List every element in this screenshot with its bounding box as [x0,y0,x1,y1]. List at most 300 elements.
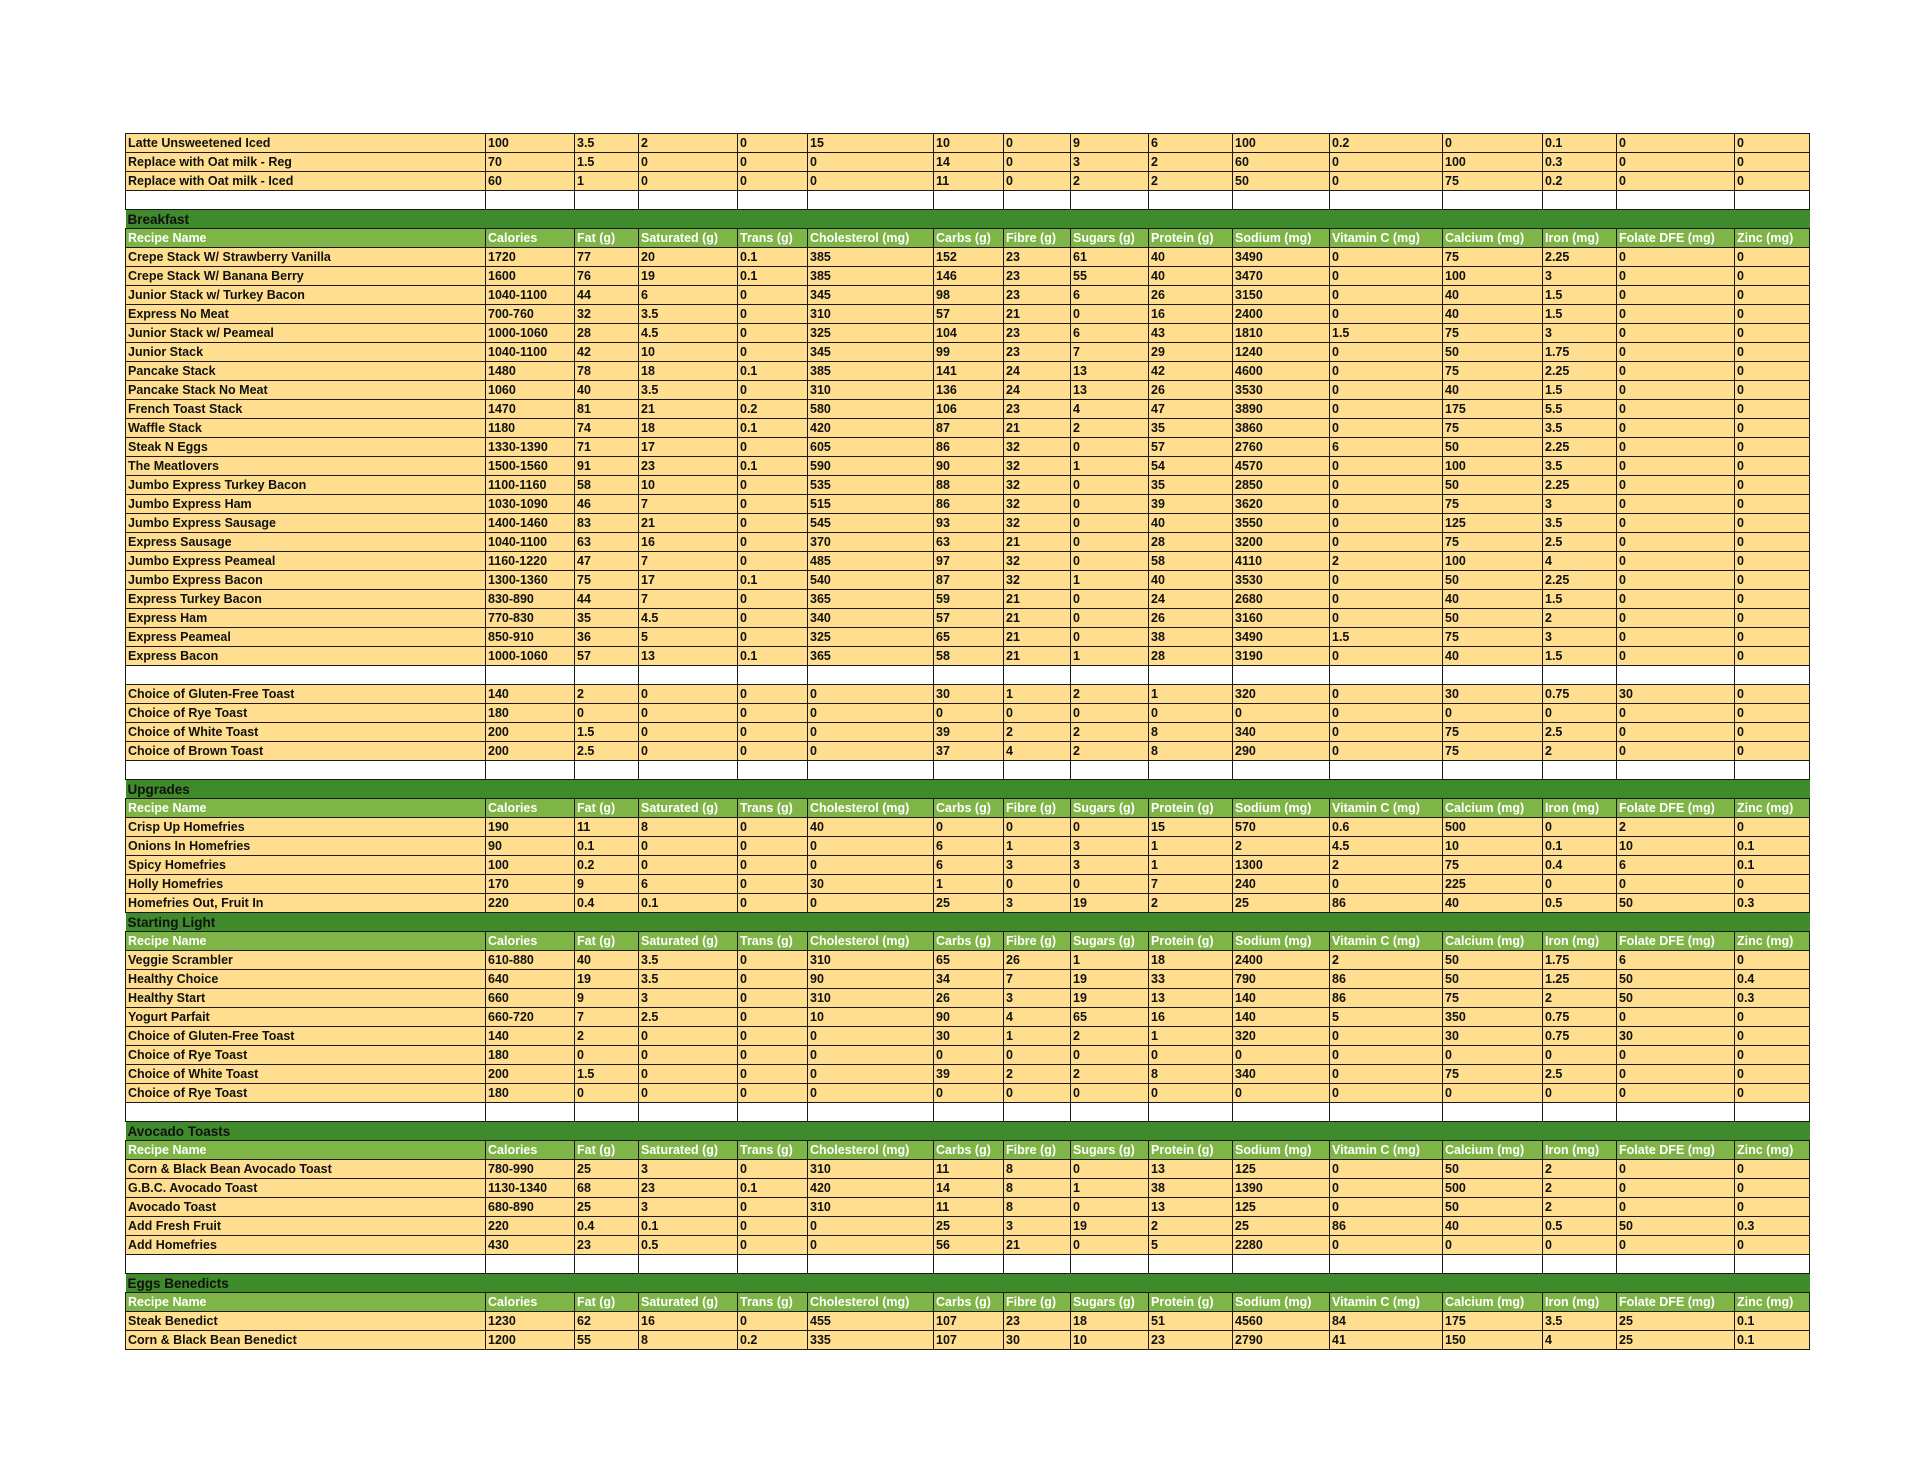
table-cell[interactable]: 2 [1071,419,1149,438]
table-cell[interactable]: 75 [1443,989,1543,1008]
table-cell[interactable]: 42 [1149,362,1233,381]
recipe-name-cell[interactable]: Choice of White Toast [126,1065,486,1084]
table-cell[interactable] [934,666,1004,685]
table-cell[interactable]: 0 [1617,875,1735,894]
table-cell[interactable]: 0 [738,590,808,609]
recipe-name-cell[interactable]: Corn & Black Bean Benedict [126,1331,486,1350]
table-cell[interactable]: 0 [639,742,738,761]
table-cell[interactable]: 0 [639,1027,738,1046]
table-cell[interactable]: 5 [1330,1008,1443,1027]
table-cell[interactable]: 141 [934,362,1004,381]
table-cell[interactable]: 81 [575,400,639,419]
table-cell[interactable] [1617,666,1735,685]
table-cell[interactable] [1735,1103,1810,1122]
table-cell[interactable] [808,191,934,210]
recipe-name-cell[interactable]: Express Turkey Bacon [126,590,486,609]
table-cell[interactable]: 26 [1004,951,1071,970]
table-cell[interactable]: 6 [639,875,738,894]
table-cell[interactable] [486,666,575,685]
table-cell[interactable]: 1.5 [1543,286,1617,305]
table-cell[interactable]: 0.6 [1330,818,1443,837]
table-cell[interactable]: 200 [486,742,575,761]
table-cell[interactable]: 0 [1004,153,1071,172]
table-cell[interactable]: 50 [1443,571,1543,590]
table-cell[interactable]: 3530 [1233,381,1330,400]
table-cell[interactable]: 75 [1443,628,1543,647]
table-cell[interactable]: 660 [486,989,575,1008]
table-cell[interactable]: 0 [639,172,738,191]
table-cell[interactable]: 1130-1340 [486,1179,575,1198]
recipe-name-cell[interactable]: Choice of Rye Toast [126,1084,486,1103]
table-cell[interactable] [1149,761,1233,780]
table-cell[interactable]: 14 [934,153,1004,172]
table-cell[interactable]: 25 [934,894,1004,913]
table-cell[interactable]: 350 [1443,1008,1543,1027]
table-cell[interactable]: 2790 [1233,1331,1330,1350]
table-cell[interactable]: 25 [1617,1312,1735,1331]
table-cell[interactable]: 0 [738,989,808,1008]
table-cell[interactable]: 0.1 [639,1217,738,1236]
table-cell[interactable]: 100 [1443,457,1543,476]
table-cell[interactable]: 42 [575,343,639,362]
table-cell[interactable]: 13 [1149,1160,1233,1179]
table-cell[interactable]: 37 [934,742,1004,761]
table-cell[interactable] [575,761,639,780]
recipe-name-cell[interactable]: Choice of Rye Toast [126,704,486,723]
table-cell[interactable]: 23 [1004,267,1071,286]
table-cell[interactable]: 190 [486,818,575,837]
table-cell[interactable]: 1 [1149,856,1233,875]
column-header[interactable]: Fat (g) [575,229,639,248]
table-cell[interactable]: 2 [1071,1065,1149,1084]
table-cell[interactable]: 770-830 [486,609,575,628]
table-cell[interactable]: 0 [738,723,808,742]
table-cell[interactable]: 2 [1330,856,1443,875]
table-cell[interactable]: 1.5 [1543,647,1617,666]
table-cell[interactable]: 125 [1443,514,1543,533]
table-cell[interactable]: 0 [1443,1236,1543,1255]
table-cell[interactable]: 107 [934,1331,1004,1350]
table-cell[interactable]: 0 [1330,514,1443,533]
column-header[interactable]: Cholesterol (mg) [808,229,934,248]
table-cell[interactable]: 87 [934,419,1004,438]
table-cell[interactable]: 3 [1543,628,1617,647]
table-cell[interactable]: 32 [1004,514,1071,533]
table-cell[interactable]: 0 [1735,400,1810,419]
column-header[interactable]: Fat (g) [575,932,639,951]
table-cell[interactable]: 140 [1233,1008,1330,1027]
table-cell[interactable]: 0 [1543,1084,1617,1103]
table-cell[interactable]: 33 [1149,970,1233,989]
column-header[interactable]: Sodium (mg) [1233,799,1330,818]
table-cell[interactable]: 7 [1004,970,1071,989]
column-header[interactable]: Sugars (g) [1071,1141,1149,1160]
table-cell[interactable]: 0 [1071,552,1149,571]
table-cell[interactable]: 75 [1443,723,1543,742]
section-title[interactable]: Upgrades [126,780,1810,799]
table-cell[interactable]: 17 [639,438,738,457]
table-cell[interactable]: 0 [738,1046,808,1065]
table-cell[interactable] [1330,191,1443,210]
table-cell[interactable]: 11 [575,818,639,837]
table-cell[interactable]: 0.1 [738,248,808,267]
table-cell[interactable]: 1 [1071,951,1149,970]
table-cell[interactable]: 90 [808,970,934,989]
table-cell[interactable]: 0 [1735,1027,1810,1046]
table-cell[interactable]: 16 [639,1312,738,1331]
table-cell[interactable]: 6 [934,837,1004,856]
table-cell[interactable]: 0 [1330,343,1443,362]
table-cell[interactable]: 1030-1090 [486,495,575,514]
table-cell[interactable] [1004,1103,1071,1122]
table-cell[interactable]: 0 [738,609,808,628]
table-cell[interactable]: 0 [738,1312,808,1331]
table-cell[interactable]: 0 [934,818,1004,837]
column-header[interactable]: Vitamin C (mg) [1330,932,1443,951]
table-cell[interactable]: 590 [808,457,934,476]
table-cell[interactable]: 180 [486,1046,575,1065]
table-cell[interactable]: 7 [575,1008,639,1027]
table-cell[interactable]: 0.75 [1543,1027,1617,1046]
table-cell[interactable]: 3200 [1233,533,1330,552]
table-cell[interactable]: 30 [934,1027,1004,1046]
table-cell[interactable]: 20 [639,248,738,267]
table-cell[interactable]: 25 [1233,1217,1330,1236]
table-cell[interactable]: 0 [1330,172,1443,191]
table-cell[interactable] [1443,761,1543,780]
table-cell[interactable]: 320 [1233,1027,1330,1046]
table-cell[interactable] [575,1103,639,1122]
table-cell[interactable]: 1 [1071,647,1149,666]
table-cell[interactable]: 0 [1735,419,1810,438]
table-cell[interactable]: 50 [1617,1217,1735,1236]
table-cell[interactable]: 0 [1617,324,1735,343]
table-cell[interactable]: 86 [934,495,1004,514]
table-cell[interactable]: 90 [934,457,1004,476]
recipe-name-cell[interactable]: Homefries Out, Fruit In [126,894,486,913]
table-cell[interactable]: 500 [1443,1179,1543,1198]
table-cell[interactable] [1233,666,1330,685]
table-cell[interactable]: 0 [1004,1046,1071,1065]
table-cell[interactable]: 0 [808,685,934,704]
column-header[interactable]: Saturated (g) [639,229,738,248]
table-cell[interactable]: 0 [934,704,1004,723]
table-cell[interactable]: 23 [1004,286,1071,305]
table-cell[interactable]: 0 [1443,704,1543,723]
table-cell[interactable]: 1300-1360 [486,571,575,590]
table-cell[interactable]: 0 [808,837,934,856]
column-header[interactable]: Vitamin C (mg) [1330,1141,1443,1160]
table-cell[interactable]: 50 [1443,609,1543,628]
table-cell[interactable] [1149,191,1233,210]
table-cell[interactable]: 0.75 [1543,1008,1617,1027]
table-cell[interactable]: 65 [934,951,1004,970]
table-cell[interactable]: 0 [738,685,808,704]
table-cell[interactable]: 0 [639,1065,738,1084]
table-cell[interactable]: 2 [1071,685,1149,704]
table-cell[interactable]: 1 [1149,837,1233,856]
table-cell[interactable]: 0 [1735,1084,1810,1103]
table-cell[interactable]: 23 [639,457,738,476]
table-cell[interactable]: 0 [738,1236,808,1255]
table-cell[interactable]: 1.5 [1543,305,1617,324]
table-cell[interactable]: 75 [1443,742,1543,761]
table-cell[interactable]: 51 [1149,1312,1233,1331]
table-cell[interactable]: 41 [1330,1331,1443,1350]
table-cell[interactable] [639,1255,738,1274]
table-cell[interactable] [639,191,738,210]
table-cell[interactable]: 0 [1071,1236,1149,1255]
table-cell[interactable]: 32 [1004,495,1071,514]
table-cell[interactable]: 3.5 [1543,1312,1617,1331]
column-header[interactable]: Iron (mg) [1543,229,1617,248]
table-cell[interactable] [126,666,486,685]
table-cell[interactable]: 46 [575,495,639,514]
column-header[interactable]: Fat (g) [575,1141,639,1160]
recipe-name-cell[interactable]: Latte Unsweetened Iced [126,134,486,153]
table-cell[interactable]: 38 [1149,1179,1233,1198]
table-cell[interactable]: 2 [1543,1198,1617,1217]
table-cell[interactable]: 0.4 [575,1217,639,1236]
table-cell[interactable]: 83 [575,514,639,533]
table-cell[interactable]: 515 [808,495,934,514]
column-header[interactable]: Sodium (mg) [1233,229,1330,248]
table-cell[interactable]: 8 [1004,1160,1071,1179]
table-cell[interactable]: 136 [934,381,1004,400]
table-cell[interactable]: 140 [1233,989,1330,1008]
table-cell[interactable]: 70 [486,153,575,172]
column-header[interactable]: Saturated (g) [639,932,738,951]
table-cell[interactable]: 0 [639,1084,738,1103]
recipe-name-cell[interactable]: Add Homefries [126,1236,486,1255]
table-cell[interactable] [126,1103,486,1122]
table-cell[interactable]: 1.25 [1543,970,1617,989]
table-cell[interactable]: 1400-1460 [486,514,575,533]
table-cell[interactable]: 2 [1071,723,1149,742]
table-cell[interactable]: 86 [1330,989,1443,1008]
table-cell[interactable]: 1000-1060 [486,647,575,666]
table-cell[interactable]: 0 [1071,875,1149,894]
table-cell[interactable]: 55 [575,1331,639,1350]
table-cell[interactable]: 850-910 [486,628,575,647]
table-cell[interactable]: 180 [486,704,575,723]
table-cell[interactable]: 0 [1617,381,1735,400]
recipe-name-cell[interactable]: Jumbo Express Peameal [126,552,486,571]
table-cell[interactable]: 3620 [1233,495,1330,514]
table-cell[interactable]: 0 [1735,457,1810,476]
table-cell[interactable]: 0 [575,1046,639,1065]
table-cell[interactable]: 0.1 [1543,134,1617,153]
table-cell[interactable]: 0 [1004,818,1071,837]
table-cell[interactable]: 0 [1735,1008,1810,1027]
table-cell[interactable]: 10 [808,1008,934,1027]
table-cell[interactable]: 24 [1004,362,1071,381]
column-header[interactable]: Calcium (mg) [1443,932,1543,951]
table-cell[interactable]: 0 [1617,723,1735,742]
table-cell[interactable]: 23 [1004,343,1071,362]
table-cell[interactable] [639,761,738,780]
table-cell[interactable]: 4 [1004,1008,1071,1027]
table-cell[interactable]: 1040-1100 [486,343,575,362]
table-cell[interactable]: 0 [639,1046,738,1065]
recipe-name-cell[interactable]: Express Sausage [126,533,486,552]
table-cell[interactable]: 26 [934,989,1004,1008]
table-cell[interactable]: 7 [639,590,738,609]
table-cell[interactable]: 540 [808,571,934,590]
table-cell[interactable]: 19 [1071,1217,1149,1236]
table-cell[interactable]: 19 [1071,894,1149,913]
table-cell[interactable]: 0 [1617,1008,1735,1027]
table-cell[interactable]: 40 [1443,647,1543,666]
table-cell[interactable]: 385 [808,267,934,286]
table-cell[interactable]: 32 [575,305,639,324]
table-cell[interactable]: 2400 [1233,305,1330,324]
table-cell[interactable]: 0.4 [575,894,639,913]
table-cell[interactable]: 32 [1004,476,1071,495]
table-cell[interactable]: 14 [934,1179,1004,1198]
table-cell[interactable]: 39 [1149,495,1233,514]
table-cell[interactable]: 0 [1617,571,1735,590]
table-cell[interactable]: 0 [1071,514,1149,533]
table-cell[interactable]: 0 [738,1217,808,1236]
table-cell[interactable]: 38 [1149,628,1233,647]
table-cell[interactable]: 40 [1149,248,1233,267]
table-cell[interactable] [738,1103,808,1122]
table-cell[interactable] [486,1255,575,1274]
table-cell[interactable]: 5 [1149,1236,1233,1255]
table-cell[interactable]: 150 [1443,1331,1543,1350]
recipe-name-cell[interactable]: Holly Homefries [126,875,486,894]
table-cell[interactable]: 4.5 [639,324,738,343]
table-cell[interactable]: 1240 [1233,343,1330,362]
table-cell[interactable]: 1480 [486,362,575,381]
table-cell[interactable]: 23 [1004,400,1071,419]
table-cell[interactable]: 16 [1149,305,1233,324]
recipe-name-cell[interactable]: Avocado Toast [126,1198,486,1217]
table-cell[interactable]: 0 [1071,1160,1149,1179]
table-cell[interactable] [808,1103,934,1122]
table-cell[interactable]: 7 [1149,875,1233,894]
table-cell[interactable]: 0 [1617,704,1735,723]
table-cell[interactable]: 2.25 [1543,571,1617,590]
table-cell[interactable]: 1.5 [575,723,639,742]
table-cell[interactable]: 3.5 [1543,419,1617,438]
table-cell[interactable] [808,666,934,685]
table-cell[interactable]: 2400 [1233,951,1330,970]
table-cell[interactable]: 125 [1233,1160,1330,1179]
column-header[interactable]: Trans (g) [738,229,808,248]
table-cell[interactable]: 1600 [486,267,575,286]
table-cell[interactable]: 5.5 [1543,400,1617,419]
table-cell[interactable] [1443,191,1543,210]
recipe-name-cell[interactable]: Choice of Brown Toast [126,742,486,761]
table-cell[interactable]: 0 [1617,742,1735,761]
table-cell[interactable]: 0 [1617,1198,1735,1217]
table-cell[interactable]: 16 [1149,1008,1233,1027]
table-cell[interactable]: 39 [934,1065,1004,1084]
table-cell[interactable]: 0 [738,1065,808,1084]
table-cell[interactable]: 19 [1071,989,1149,1008]
table-cell[interactable] [486,761,575,780]
table-cell[interactable]: 3 [1543,324,1617,343]
table-cell[interactable]: 0 [738,343,808,362]
table-cell[interactable]: 2.25 [1543,362,1617,381]
table-cell[interactable]: 0 [1543,1046,1617,1065]
table-cell[interactable]: 175 [1443,1312,1543,1331]
table-cell[interactable]: 0 [738,552,808,571]
table-cell[interactable] [575,191,639,210]
table-cell[interactable]: 610-880 [486,951,575,970]
table-cell[interactable] [1330,761,1443,780]
table-cell[interactable]: 40 [1149,514,1233,533]
table-cell[interactable]: 0 [1004,704,1071,723]
table-cell[interactable] [1543,761,1617,780]
table-cell[interactable]: 0 [1071,533,1149,552]
table-cell[interactable]: 50 [1617,989,1735,1008]
table-cell[interactable]: 1720 [486,248,575,267]
table-cell[interactable]: 15 [808,134,934,153]
table-cell[interactable]: 3160 [1233,609,1330,628]
table-cell[interactable]: 700-760 [486,305,575,324]
table-cell[interactable]: 75 [1443,419,1543,438]
table-cell[interactable]: 58 [1149,552,1233,571]
table-cell[interactable]: 19 [1071,970,1149,989]
table-cell[interactable]: 0 [738,324,808,343]
column-header[interactable]: Protein (g) [1149,932,1233,951]
table-cell[interactable]: 40 [1443,894,1543,913]
table-cell[interactable]: 0 [1330,1198,1443,1217]
table-cell[interactable]: 16 [639,533,738,552]
column-header[interactable]: Recipe Name [126,1293,486,1312]
table-cell[interactable]: 0 [1617,514,1735,533]
column-header[interactable]: Iron (mg) [1543,799,1617,818]
table-cell[interactable]: 0 [1330,419,1443,438]
table-cell[interactable]: 18 [639,419,738,438]
table-cell[interactable]: 60 [1233,153,1330,172]
table-cell[interactable]: 1230 [486,1312,575,1331]
table-cell[interactable]: 0 [1617,419,1735,438]
table-cell[interactable]: 40 [1443,1217,1543,1236]
table-cell[interactable]: 0 [1617,305,1735,324]
column-header[interactable]: Saturated (g) [639,1293,738,1312]
column-header[interactable]: Vitamin C (mg) [1330,799,1443,818]
table-cell[interactable]: 0 [738,856,808,875]
table-cell[interactable]: 0 [639,704,738,723]
table-cell[interactable]: 0.1 [1735,856,1810,875]
table-cell[interactable]: 1.5 [575,153,639,172]
table-cell[interactable]: 3550 [1233,514,1330,533]
table-cell[interactable]: 0 [1735,514,1810,533]
table-cell[interactable]: 1500-1560 [486,457,575,476]
column-header[interactable]: Cholesterol (mg) [808,1141,934,1160]
section-title[interactable]: Avocado Toasts [126,1122,1810,1141]
table-cell[interactable]: 0 [738,704,808,723]
table-cell[interactable]: 40 [575,951,639,970]
table-cell[interactable]: 0 [1735,267,1810,286]
table-cell[interactable]: 77 [575,248,639,267]
table-cell[interactable] [1149,1255,1233,1274]
table-cell[interactable]: 345 [808,343,934,362]
table-cell[interactable]: 0 [1617,1084,1735,1103]
table-cell[interactable]: 25 [575,1198,639,1217]
table-cell[interactable]: 19 [575,970,639,989]
table-cell[interactable]: 40 [1443,381,1543,400]
table-cell[interactable]: 0.2 [1330,134,1443,153]
table-cell[interactable]: 99 [934,343,1004,362]
table-cell[interactable]: 13 [1071,381,1149,400]
table-cell[interactable]: 1000-1060 [486,324,575,343]
table-cell[interactable]: 0.2 [1543,172,1617,191]
